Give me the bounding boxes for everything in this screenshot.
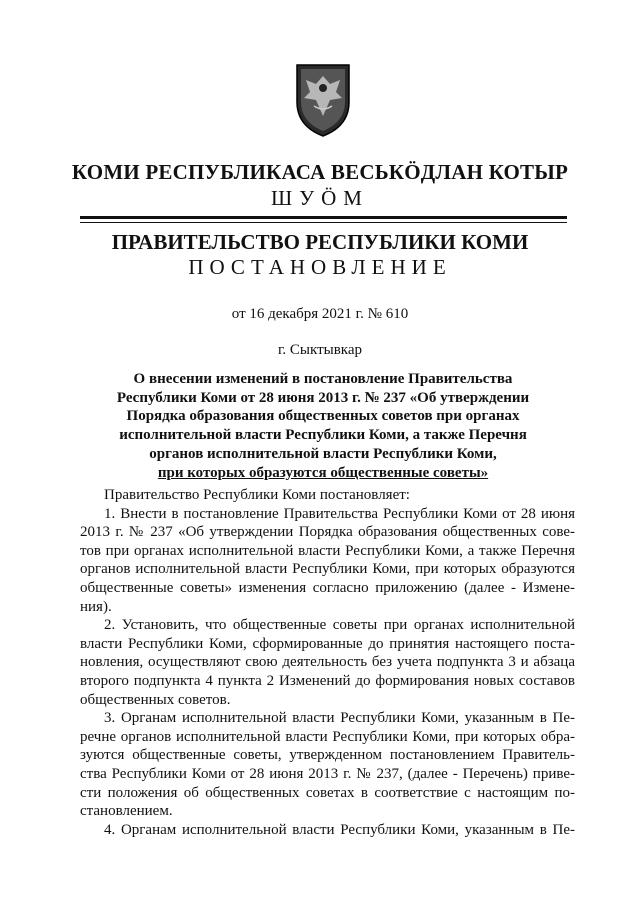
body-line: 4. Органам исполнительной власти Республики Коми, указанным в Пе- [104,821,575,838]
body-line: ния). [80,598,112,615]
body-line: речне органов исполнительной власти Республики Коми, при которых обра- [80,728,575,745]
title-line: Республики Коми от 28 июня 2013 г. № 237 «Об утверждении [116,389,530,406]
title-line: органов исполнительной власти Республики Коми, [149,445,497,462]
body-line: становлением. [80,803,173,820]
body-line: Правительство Республики Коми постановляет: [104,487,410,503]
body-line: новления, осуществляют свою деятельность без учета подпункта 3 и абзаца [80,654,575,671]
body-line: 3. Органам исполнительной власти Республики Коми, указанным в Пе- [104,710,575,727]
body-line: общественные советы» изменения согласно приложению (далее - Измене- [80,579,575,596]
title-line: Порядка образования общественных советов при органах [126,408,520,425]
body-line: 2013 г. № 237 «Об утверждении Порядка образования общественных сове- [80,524,575,541]
body-line: власти Республики Коми, сформированные до принятия настоящего поста- [80,635,575,652]
document-title [100,370,546,482]
body-line: зуются общественные советы, утвержденном постановлением Правитель- [80,747,575,764]
title-line: О внесении изменений в постановление Правительства [133,371,513,387]
russian-document-type: ПОСТАНОВЛЕНИЕ [188,255,452,279]
coat-of-arms-emblem [294,62,352,138]
body-line: общественных советов. [80,691,231,708]
russian-government-title: ПРАВИТЕЛЬСТВО РЕСПУБЛИКИ КОМИ [111,230,529,254]
title-line: исполнительной власти Республики Коми, а также Перечня [119,427,527,444]
komi-document-type: ШУӦМ [271,186,369,210]
document-city: г. Сыктывкар [277,342,363,358]
document-date-number: от 16 декабря 2021 г. № 610 [231,306,409,322]
body-line: второго подпункта 4 пункта 2 Изменений до формирования новых составов [80,672,575,689]
komi-government-title: КОМИ РЕСПУБЛИКАСА ВЕСЬКӦДЛАН КОТЫР [71,160,569,184]
document-body [80,486,575,839]
body-line: 1. Внести в постановление Правительства Республики Коми от 28 июня [104,505,575,522]
body-line: ства Республики Коми от 28 июня 2013 г. № 237, (далее - Перечень) приве- [80,765,575,782]
body-line: сти положения об общественных советах в соответствие с настоящим по- [80,784,575,801]
body-line: 2. Установить, что общественные советы при органах исполнительной [104,617,575,634]
body-line: тов при органах исполнительной власти Республики Коми, а также Перечня [80,542,575,559]
header-divider-thin [80,222,567,223]
title-line-underlined: при которых образуются общественные советы» [157,464,489,481]
header-divider-thick [80,216,567,219]
body-line: органов исполнительной власти Республики Коми, при которых образуются [80,561,575,578]
